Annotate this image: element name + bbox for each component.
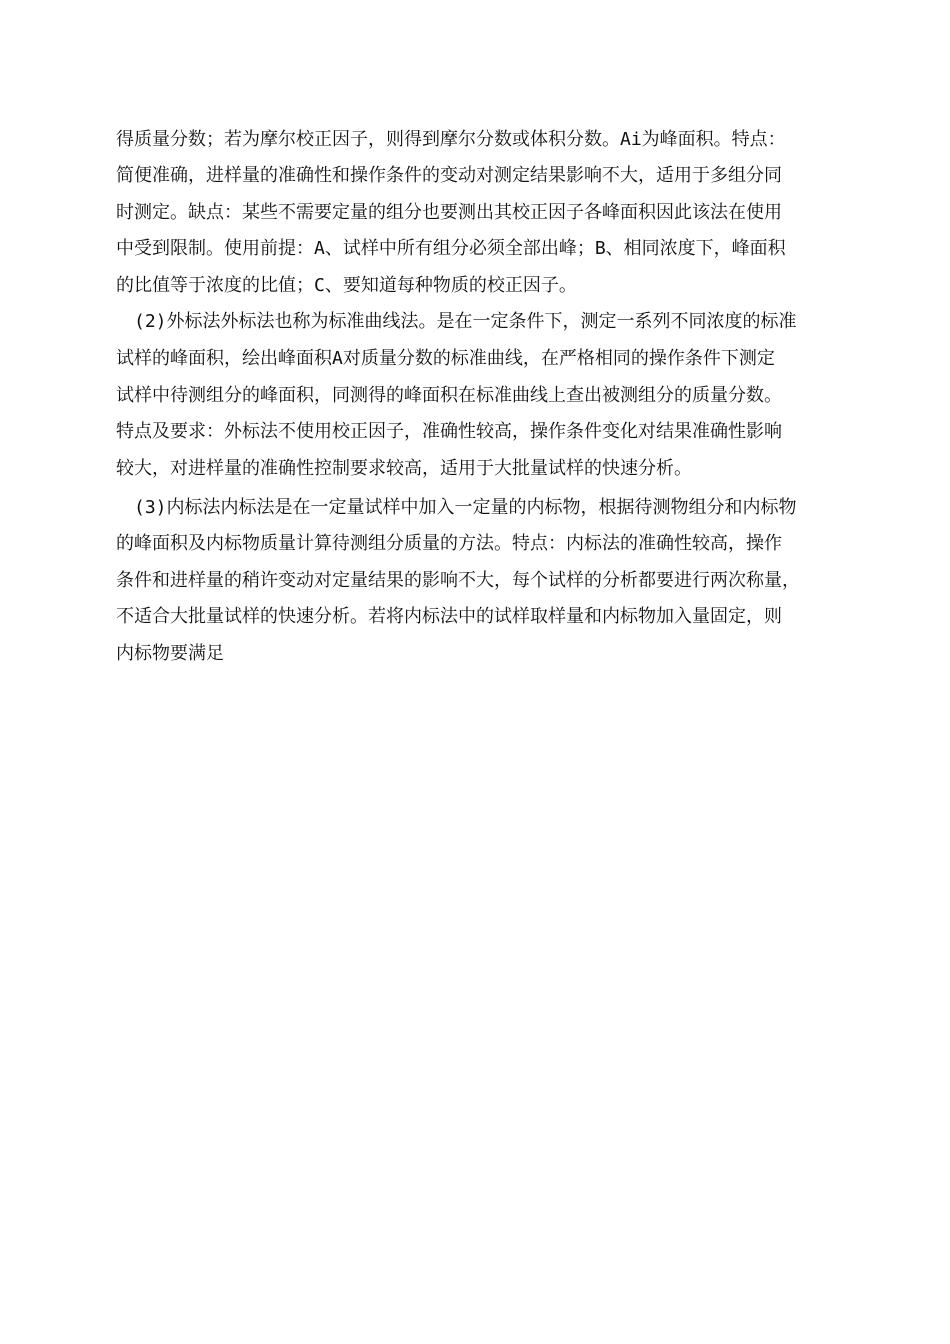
text-line-4: 中受到限制。使用前提：A、试样中所有组分必须全部出峰；B、相同浓度下，峰面积 [116, 238, 786, 259]
text-line-13: 条件和进样量的稍许变动对定量结果的影响不大，每个试样的分析都要进行两次称量， [116, 570, 800, 591]
text-line-10: 较大，对进样量的准确性控制要求较高，适用于大批量试样的快速分析。 [116, 458, 692, 479]
text-line-2: 简便准确，进样量的准确性和操作条件的变动对测定结果影响不大，适用于多组分同 [116, 165, 782, 186]
paragraph-3-first-line: (3)内标法内标法是在一定量试样中加入一定量的内标物，根据待测物组分和内标物 [134, 497, 797, 518]
text-line-1: 得质量分数；若为摩尔校正因子，则得到摩尔分数或体积分数。Ai为峰面积。特点： [116, 129, 786, 150]
text-line-7: 试样的峰面积，绘出峰面积A对质量分数的标准曲线，在严格相同的操作条件下测定 [116, 348, 775, 369]
text-line-9: 特点及要求：外标法不使用校正因子，准确性较高，操作条件变化对结果准确性影响 [116, 421, 782, 442]
text-line-15: 内标物要满足 [116, 643, 224, 664]
paragraph-2-first-line: (2)外标法外标法也称为标准曲线法。是在一定条件下，测定一系列不同浓度的标准 [134, 311, 797, 332]
text-line-3: 时测定。缺点：某些不需要定量的组分也要测出其校正因子各峰面积因此该法在使用 [116, 202, 782, 223]
text-line-14: 不适合大批量试样的快速分析。若将内标法中的试样取样量和内标物加入量固定，则 [116, 606, 782, 627]
text-line-12: 的峰面积及内标物质量计算待测组分质量的方法。特点：内标法的准确性较高，操作 [116, 533, 782, 554]
text-line-8: 试样中待测组分的峰面积，同测得的峰面积在标准曲线上查出被测组分的质量分数。 [116, 385, 782, 406]
text-line-5: 的比值等于浓度的比值；C、要知道每种物质的校正因子。 [116, 275, 577, 296]
